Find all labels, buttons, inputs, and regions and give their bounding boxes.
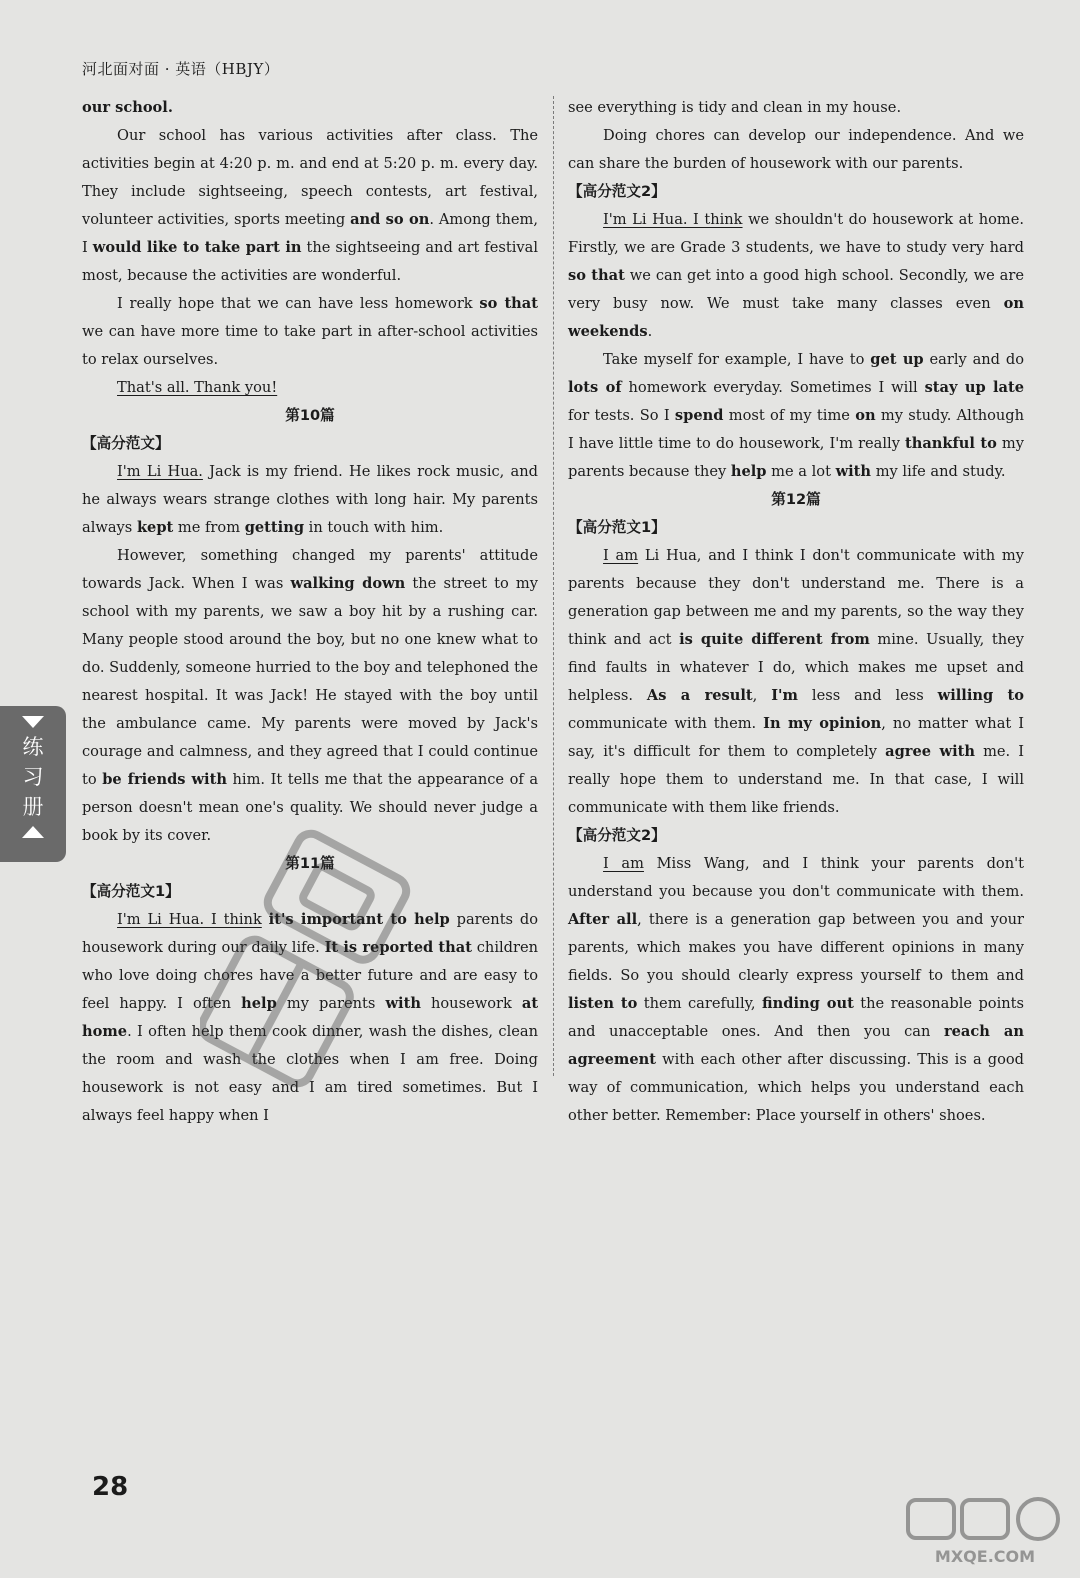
section-title: 第12篇 [771, 491, 821, 508]
section-label: 【高分范文1】 [82, 883, 180, 900]
paragraph: I'm Li Hua. I think it's important to help parents do housework during our daily life. It is reported that children who love doing chores have a better future and are easy to feel happy. I often help my parents with housework at home. I often help them cook dinner, wash the dishes, clean the room and wash the clothes when I am free. Doing housework is not easy and I am tired sometimes. But I always feel happy when I [82, 911, 539, 1124]
section-label: 【高分范文2】 [568, 827, 666, 844]
paragraph: see everything is tidy and clean in my house. [568, 99, 902, 116]
section-title: 第11篇 [285, 855, 335, 872]
column-divider [553, 96, 554, 1076]
stamp-watermark [200, 820, 430, 1120]
running-header: 河北面对面 · 英语（HBJY） [82, 60, 280, 78]
paragraph: Our school has various activities after class. The activities begin at 4:20 p. m. and end at 5:20 p. m. every day. They include sightseeing, speech contests, art festival, volunteer activities, sports meeting and so on. Among them, I would like to take part in the sightseeing and art festival most, because the activities are wonderful. [82, 127, 539, 284]
paragraph: That's all. Thank you! [117, 379, 278, 396]
right-column [568, 94, 1024, 1130]
paragraph: I am Miss Wang, and I think your parents don't understand you because you don't communicate with them. After all, there is a generation gap between you and your parents, which makes you have different opinions in many fields. So you should clearly express yourself to them and listen to them carefully, finding out the reasonable points and unacceptable ones. And then you can reach an agreement with each other after discussing. This is a good way of communication, which helps you understand each other better. Remember: Place yourself in others' shoes. [568, 855, 1025, 1124]
watermark-text: MXQE.COM [934, 1547, 1036, 1566]
section-label: 【高分范文】 [82, 435, 170, 452]
paragraph: Take myself for example, I have to get up early and do lots of homework everyday. Sometimes I will stay up late for tests. So I spend most of my time on my study. Although I have little time to do housework, I'm really thankful to my parents because they help me a lot with my life and study. [568, 351, 1025, 480]
paragraph: Doing chores can develop our independence. And we can share the burden of housework with our parents. [568, 127, 1024, 172]
section-label: 【高分范文2】 [568, 183, 666, 200]
paragraph: I really hope that we can have less homework so that we can have more time to take part in after-school activities to relax ourselves. [82, 295, 538, 368]
paragraph: I'm Li Hua. I think we shouldn't do housework at home. Firstly, we are Grade 3 students, we have to study very hard so that we can get into a good high school. Secondly, we are very busy now. We must take many classes even on weekends. [568, 211, 1024, 340]
triangle-down-icon [22, 716, 44, 728]
paragraph: I'm Li Hua. Jack is my friend. He likes rock music, and he always wears strange clothes with long hair. My parents always kept me from getting in touch with him. [82, 463, 538, 536]
section-label: 【高分范文1】 [568, 519, 666, 536]
section-title: 第10篇 [285, 407, 335, 424]
side-tab-label: 练习册 [22, 735, 44, 819]
paragraph: However, something changed my parents' attitude towards Jack. When I was walking down the street to my school with my parents, we saw a boy hit by a rushing car. Many people stood around the boy, but no one knew what to do. Suddenly, someone hurried to the boy and telephoned the nearest hospital. It was Jack! He stayed with the boy until the ambulance came. My parents were moved by Jack's courage and calmness, and they agreed that I could continue to be friends with him. It tells me that the appearance of a person doesn't mean one's quality. We should never judge a book by its cover. [82, 547, 539, 844]
page-number: 28 [92, 1472, 129, 1502]
paragraph: I am Li Hua, and I think I don't communicate with my parents because they don't understand me. There is a generation gap between me and my parents, so the way they think and act is quite different from mine. Usually, they find faults in whatever I do, which makes me upset and helpless. As a result, I'm less and less willing to communicate with them. In my opinion, no matter what I say, it's difficult for them to completely agree with me. I really hope them to understand me. In that case, I will communicate with them like friends. [568, 547, 1025, 816]
paragraph: our school. [82, 99, 173, 116]
side-tab [0, 706, 66, 862]
triangle-up-icon [22, 826, 44, 838]
site-logo-watermark [900, 1496, 1070, 1568]
